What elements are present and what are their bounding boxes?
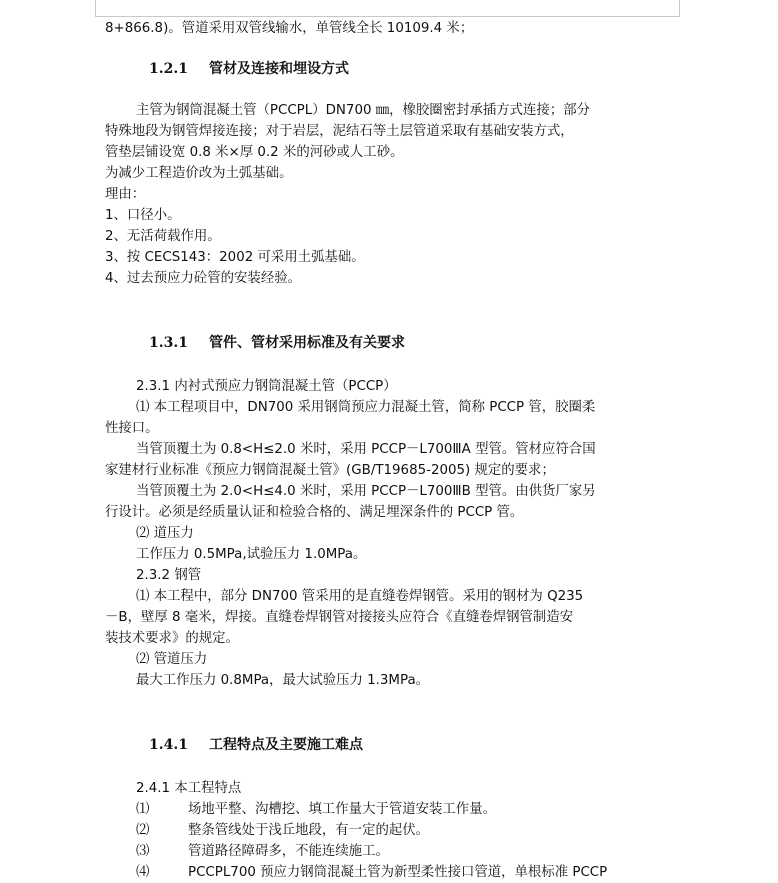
text-line: 工作压力 0.5MPa,试验压力 1.0MPa。 — [136, 547, 367, 562]
text-line: 主管为钢筒混凝土管（PCCPL）DN700 ㎜，橡胶圈密封承插方式连接；部分 — [136, 103, 590, 118]
text-line: ⑴ 本工程项目中，DN700 采用钢筒预应力混凝土管，简称 PCCP 管，胶圈柔 — [136, 400, 596, 415]
reason-list — [105, 205, 665, 289]
text-line: ⑴ 本工程中，部分 DN700 管采用的是直缝卷焊钢管。采用的钢材为 Q235 — [136, 589, 584, 604]
text-line: 行设计。必须是经质量认证和检验合格的、满足埋深条件的 PCCP 管。 — [105, 505, 524, 520]
list-marker: ⑶ — [136, 844, 150, 859]
text-line: 最大工作压力 0.8MPa，最大试验压力 1.3MPa。 — [136, 673, 430, 688]
text-line: 家建材行业标准《预应力钢筒混凝土管》(GB/T19685-2005) 规定的要求； — [105, 463, 555, 478]
list-marker: ⑷ — [136, 865, 150, 880]
heading-number: 1.2.1 — [149, 61, 188, 77]
paragraph-pipe-material — [105, 100, 665, 163]
paragraph-cost: 为减少工程造价改为土弧基础。 — [105, 166, 293, 181]
heading-number: 1.3.1 — [149, 335, 188, 351]
list-item — [105, 820, 665, 841]
margin-corner-right — [679, 0, 680, 17]
text-line: －B，壁厚 8 毫米，焊接。直缝卷焊钢管对接接头应符合《直缝卷焊钢管制造安 — [105, 610, 574, 625]
document-body — [105, 18, 665, 883]
list-text: 整条管线处于浅丘地段，有一定的起伏。 — [188, 823, 430, 838]
heading-title: 管材及连接和埋设方式 — [209, 61, 349, 77]
subheading-2-3-2: 2.3.2 钢管 — [136, 568, 202, 583]
text-line: 当管顶覆土为 2.0<H≤4.0 米时，采用 PCCP－L700ⅢB 型管。由供货厂家另 — [136, 484, 596, 499]
heading-1-2-1 — [105, 59, 665, 80]
heading-1-3-1 — [105, 333, 665, 354]
list-marker: ⑵ — [136, 823, 150, 838]
heading-title: 工程特点及主要施工难点 — [209, 737, 363, 753]
text-line: 特殊地段为钢管焊接连接；对于岩层，泥结石等土层管道采取有基础安装方式， — [105, 124, 574, 139]
list-item: 4、过去预应力砼管的安装经验。 — [105, 271, 301, 286]
margin-corner-left — [95, 0, 96, 17]
list-item — [105, 841, 665, 862]
list-marker: ⑴ — [136, 802, 150, 817]
subheading-2-4-1: 2.4.1 本工程特点 — [136, 781, 242, 796]
heading-1-4-1 — [105, 735, 665, 756]
list-item: 2、无活荷载作用。 — [105, 229, 221, 244]
text-line: 性接口。 — [105, 421, 159, 436]
heading-number: 1.4.1 — [149, 737, 188, 753]
page-margin-marks — [95, 0, 680, 17]
list-item — [105, 799, 665, 820]
reason-label: 理由： — [105, 187, 146, 202]
text-line: 装技术要求》的规定。 — [105, 631, 239, 646]
text-line: ⑵ 管道压力 — [136, 652, 208, 667]
list-item: 1、口径小。 — [105, 208, 181, 223]
list-text: 管道路径障碍多，不能连续施工。 — [188, 844, 389, 859]
feature-list — [105, 799, 665, 883]
top-fragment: 8+866.8)。管道采用双管线输水，单管线全长 10109.4 米； — [105, 21, 474, 36]
list-item: 3、按 CECS143：2002 可采用土弧基础。 — [105, 250, 365, 265]
text-line: 当管顶覆土为 0.8<H≤2.0 米时，采用 PCCP－L700ⅢA 型管。管材应符合国 — [136, 442, 596, 457]
text-line: 管垫层铺设宽 0.8 米×厚 0.2 米的河砂或人工砂。 — [105, 145, 404, 160]
subheading-2-3-1: 2.3.1 内衬式预应力钢筒混凝土管（PCCP） — [136, 379, 397, 394]
header-rule — [95, 16, 680, 17]
heading-title: 管件、管材采用标准及有关要求 — [209, 335, 405, 351]
list-item — [105, 862, 665, 883]
list-text: 场地平整、沟槽挖、填工作量大于管道安装工作量。 — [188, 802, 496, 817]
list-text: PCCPL700 预应力钢筒混凝土管为新型柔性接口管道，单根标准 PCCP — [188, 865, 608, 880]
text-line: ⑵ 道压力 — [136, 526, 194, 541]
